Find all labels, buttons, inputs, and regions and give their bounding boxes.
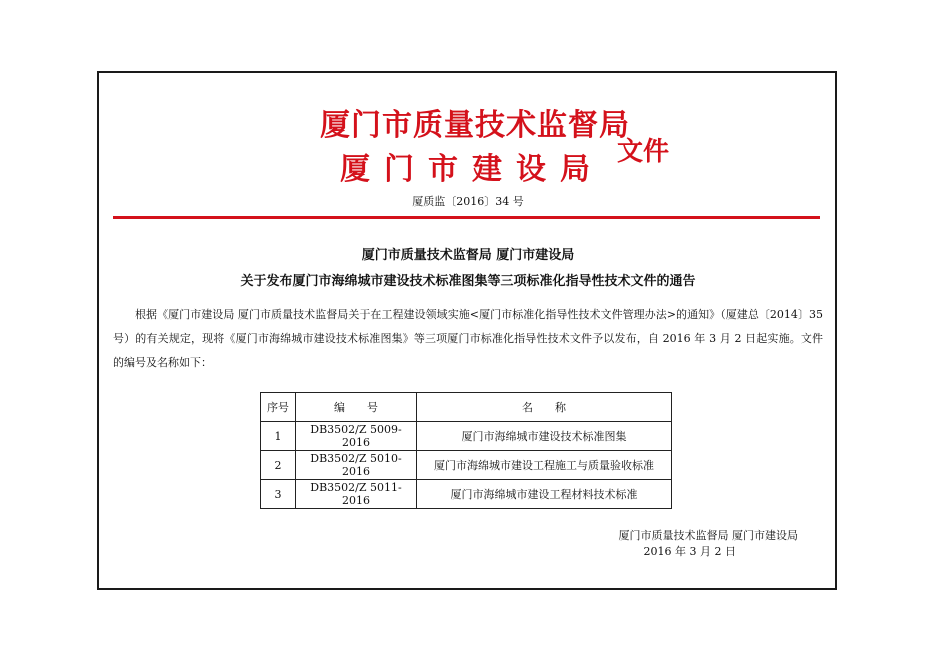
issuer-name-quality-bureau: 厦门市质量技术监督局 <box>320 108 630 143</box>
column-header-number: 序号 <box>261 393 296 422</box>
cell-name: 厦门市海绵城市建设工程施工与质量验收标准 <box>417 451 672 480</box>
cell-number: 1 <box>261 422 296 451</box>
signatory: 厦门市质量技术监督局 厦门市建设局 <box>618 529 798 542</box>
cell-name: 厦门市海绵城市建设技术标准图集 <box>417 422 672 451</box>
cell-code: DB3502/Z 5009-2016 <box>296 422 417 451</box>
notice-body-paragraph: 根据《厦门市建设局 厦门市质量技术监督局关于在工程建设领域实施<厦门市标准化指导性技术文件管理办法>的通知》（厦建总〔2014〕35 号）的有关规定，现将《厦门市海绵城市建设技术标准图集》等三项厦门市标准化指导性技术文件予以发布，自 2016 年 3 月 2 日起实施。文件的编号及名称如下： <box>113 308 823 369</box>
column-header-name: 名 称 <box>417 393 672 422</box>
cell-code: DB3502/Z 5010-2016 <box>296 451 417 480</box>
document-number: 厦质监〔2016〕34 号 <box>412 195 524 208</box>
table-row <box>261 480 672 509</box>
issuer-name-construction-bureau: 厦门市建设局 <box>340 152 604 187</box>
notice-title-issuers: 厦门市质量技术监督局 厦门市建设局 <box>361 248 575 263</box>
cell-number: 3 <box>261 480 296 509</box>
notice-title-subject: 关于发布厦门市海绵城市建设技术标准图集等三项标准化指导性技术文件的通告 <box>240 274 696 289</box>
table-header-row <box>261 393 672 422</box>
table-row <box>261 422 672 451</box>
document-type-label: 文件 <box>617 137 670 167</box>
standards-table <box>260 392 672 509</box>
red-divider-line <box>113 216 820 219</box>
table-row <box>261 451 672 480</box>
cell-code: DB3502/Z 5011-2016 <box>296 480 417 509</box>
column-header-code: 编 号 <box>296 393 417 422</box>
issue-date: 2016 年 3 月 2 日 <box>643 545 736 558</box>
cell-name: 厦门市海绵城市建设工程材料技术标准 <box>417 480 672 509</box>
cell-number: 2 <box>261 451 296 480</box>
